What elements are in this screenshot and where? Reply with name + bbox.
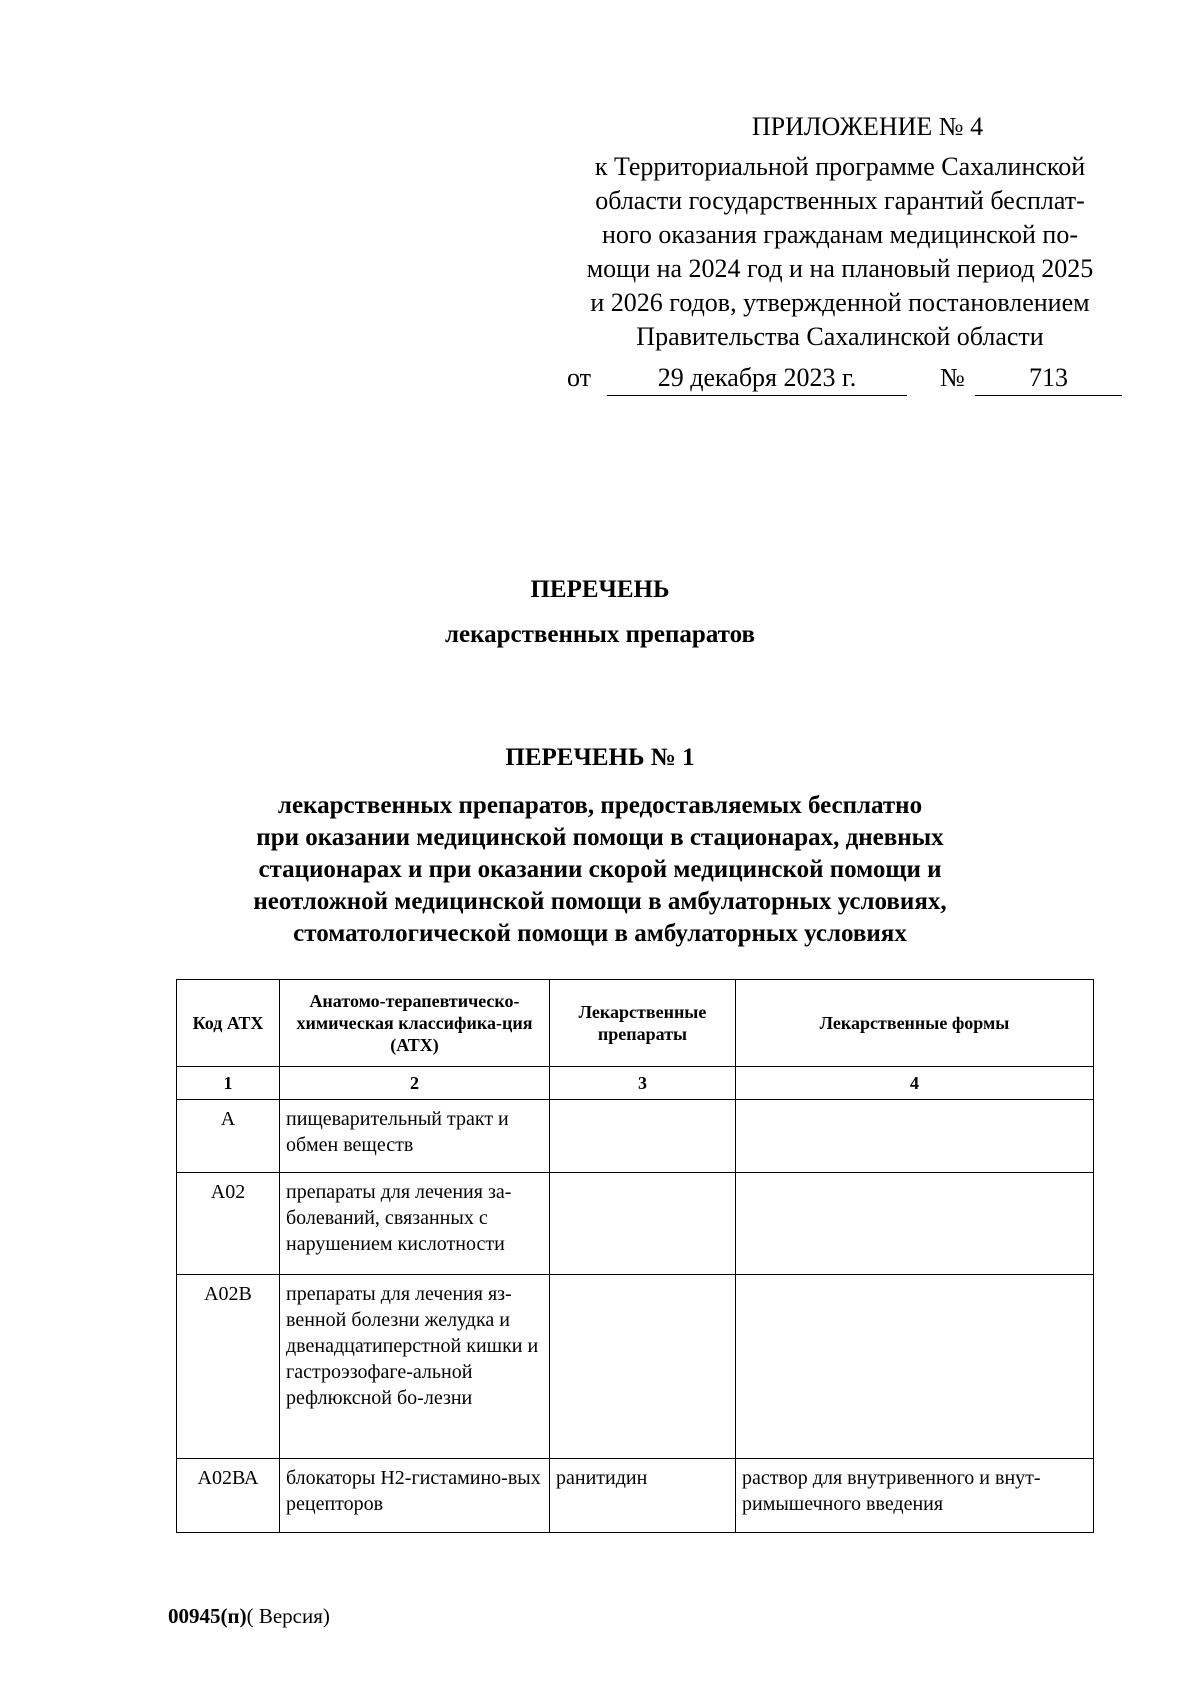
appendix-heading: ПРИЛОЖЕНИЕ № 4 (751, 112, 984, 141)
table-row (177, 1459, 1094, 1533)
appendix-block (560, 110, 1120, 354)
list-title: ПЕРЕЧЕНЬ (530, 576, 670, 603)
footer-version: ( Версия) (246, 1604, 330, 1628)
drug-cell: ранитидин (550, 1459, 736, 1533)
atx-code-cell: А02 (177, 1173, 280, 1275)
list1-subtitle-line: при оказании медицинской помощи в стационарах, дневных (256, 824, 944, 851)
document-footer (168, 1604, 330, 1629)
column-number: 4 (736, 1067, 1094, 1100)
drug-cell (550, 1100, 736, 1173)
appendix-line: ного оказания гражданам медицинской по- (601, 220, 1079, 249)
classification-cell: блокаторы Н2-гистамино-вых рецепторов (280, 1459, 550, 1533)
form-cell (736, 1275, 1094, 1459)
footer-code: 00945(п) (168, 1604, 247, 1628)
list1-subtitle-line: неотложной медицинской помощи в амбулаторных условиях, (253, 888, 947, 915)
resolution-date: 29 декабря 2023 г. (607, 361, 907, 396)
column-number: 3 (550, 1067, 736, 1100)
classification-cell: препараты для лечения яз-венной болезни желудка и двенадцатиперстной кишки и гастроэзофаге-альной рефлюксной бо-лезни (280, 1275, 550, 1459)
table-row (177, 1100, 1094, 1173)
drug-table (176, 979, 1094, 1533)
form-cell (736, 1100, 1094, 1173)
table-header-row (177, 980, 1094, 1067)
resolution-details (567, 361, 1127, 395)
column-number: 1 (177, 1067, 280, 1100)
appendix-line: области государственных гарантий бесплат- (595, 186, 1085, 215)
column-number: 2 (280, 1067, 550, 1100)
list1-title: ПЕРЕЧЕНЬ № 1 (505, 744, 695, 771)
header-atx-classification: Анатомо-терапевтическо-химическая классифика-ция (АТХ) (280, 980, 550, 1067)
appendix-line: мощи на 2024 год и на плановый период 2025 (586, 254, 1094, 283)
header-dosage-forms: Лекарственные формы (736, 980, 1094, 1067)
drug-cell (550, 1275, 736, 1459)
header-atx-code: Код АТХ (177, 980, 280, 1067)
classification-cell: препараты для лечения за-болеваний, связанных с нарушением кислотности (280, 1173, 550, 1275)
list-subtitle: лекарственных препаратов (445, 621, 755, 648)
list1-subtitle-line: лекарственных препаратов, предоставляемых бесплатно (277, 792, 923, 819)
atx-code-cell: А02ВА (177, 1459, 280, 1533)
resolution-number: 713 (975, 361, 1122, 396)
atx-code-cell: А (177, 1100, 280, 1173)
appendix-line: к Территориальной программе Сахалинской (594, 152, 1086, 181)
list1-subtitle (0, 790, 1200, 950)
from-label: от (567, 363, 592, 392)
column-number-row (177, 1067, 1094, 1100)
header-drugs: Лекарственные препараты (550, 980, 736, 1067)
table-row (177, 1275, 1094, 1459)
list1-subtitle-line: стационарах и при оказании скорой медицинской помощи и (258, 856, 942, 883)
appendix-line: и 2026 годов, утвержденной постановлением (590, 288, 1090, 317)
list1-subtitle-line: стоматологической помощи в амбулаторных условиях (293, 920, 907, 947)
number-label: № (940, 363, 965, 392)
classification-cell: пищеварительный тракт и обмен веществ (280, 1100, 550, 1173)
atx-code-cell: А02В (177, 1275, 280, 1459)
table-row (177, 1173, 1094, 1275)
form-cell: раствор для внутривенного и внут-римышечного введения (736, 1459, 1094, 1533)
form-cell (736, 1173, 1094, 1275)
drug-cell (550, 1173, 736, 1275)
appendix-line: Правительства Сахалинской области (636, 322, 1044, 351)
